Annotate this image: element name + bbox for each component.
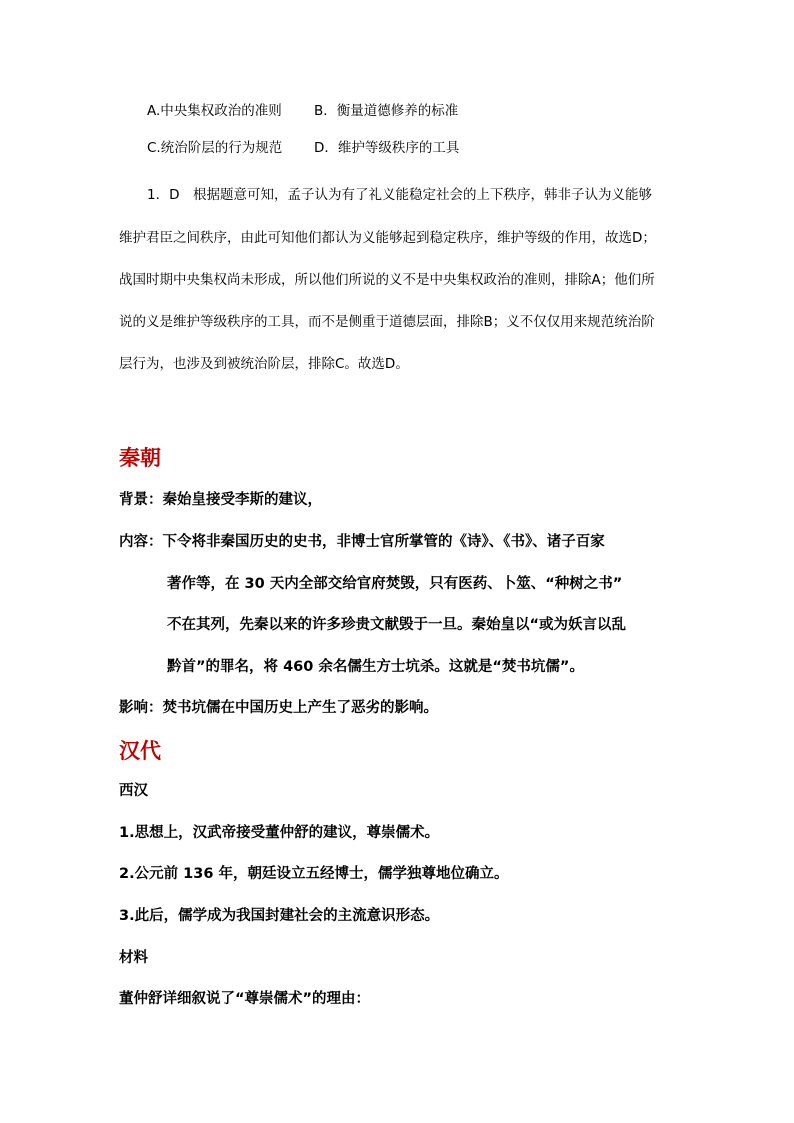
qin-impact: 影响：焚书坑儒在中国历史上产生了恶劣的影响。 xyxy=(119,700,438,716)
answer-line: 层行为，也涉及到被统治阶层，排除C。故选D。 xyxy=(119,356,409,372)
section-heading-han: 汉代 xyxy=(119,739,161,763)
options-row-1 xyxy=(147,99,458,119)
option-b: B．衡量道德修养的标准 xyxy=(314,103,459,119)
answer-line: 说的义是维护等级秩序的工具，而不是侧重于道德层面，排除B；义不仅仅用来规范统治阶 xyxy=(119,314,655,330)
material-label: 材料 xyxy=(119,950,148,966)
qin-content-line: 黔首”的罪名，将 460 余名儒生方士坑杀。这就是“焚书坑儒”。 xyxy=(167,659,584,675)
han-point: 3.此后，儒学成为我国封建社会的主流意识形态。 xyxy=(119,908,440,924)
option-d: D．维护等级秩序的工具 xyxy=(314,140,460,156)
answer-line: 1．D 根据题意可知，孟子认为有了礼义能稳定社会的上下秩序，韩非子认为义能够 xyxy=(147,187,652,203)
qin-content-line: 不在其列，先秦以来的许多珍贵文献毁于一旦。秦始皇以“或为妖言以乱 xyxy=(167,617,627,633)
qin-background: 背景：秦始皇接受李斯的建议， xyxy=(119,492,322,508)
option-a: A.中央集权政治的准则 xyxy=(147,103,282,119)
section-heading-qin: 秦朝 xyxy=(119,446,161,470)
han-point: 1.思想上，汉武帝接受董仲舒的建议，尊崇儒术。 xyxy=(119,825,440,841)
qin-content-line: 内容：下令将非秦国历史的史书，非博士官所掌管的《诗》、《书》、诸子百家 xyxy=(119,534,605,550)
option-c: C.统治阶层的行为规范 xyxy=(147,140,283,156)
answer-line: 维护君臣之间秩序，由此可知他们都认为义能够起到稳定秩序，维护等级的作用，故选D； xyxy=(119,230,656,246)
han-point: 2.公元前 136 年，朝廷设立五经博士，儒学独尊地位确立。 xyxy=(119,866,509,882)
answer-line: 战国时期中央集权尚未形成，所以他们所说的义不是中央集权政治的准则，排除A；他们所 xyxy=(119,272,655,288)
han-subheading: 西汉 xyxy=(119,783,148,799)
qin-content-line: 著作等，在 30 天内全部交给官府焚毁，只有医药、卜筮、“种树之书” xyxy=(167,576,623,592)
material-text: 董仲舒详细叙说了“尊崇儒术”的理由： xyxy=(119,991,371,1007)
options-row-2 xyxy=(147,136,459,156)
